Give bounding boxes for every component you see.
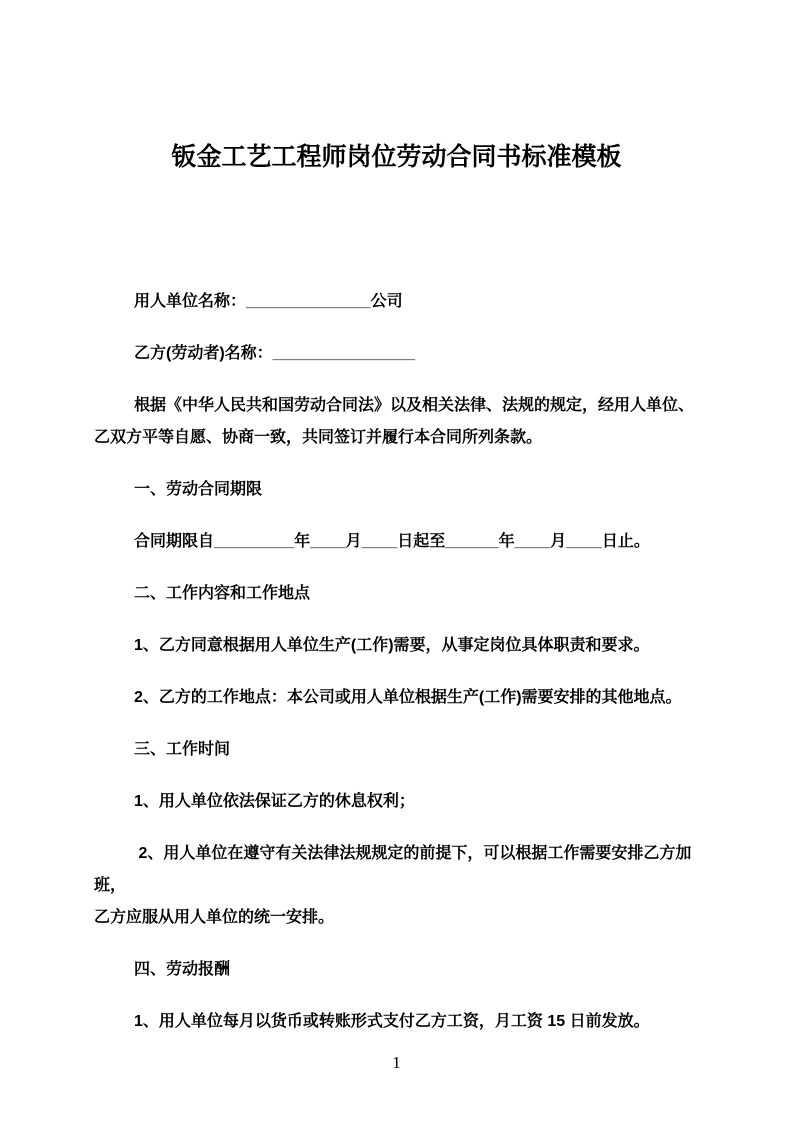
paragraph-line: 乙双方平等自愿、协商一致，共同签订并履行本合同所列条款。 (94, 429, 543, 446)
paragraph-line: 2、乙方的工作地点：本公司或用人单位根据生产(工作)需要安排的其他地点。 (134, 689, 682, 706)
compensation-item-1 (94, 1006, 717, 1038)
page-number: 1 (392, 1053, 401, 1072)
work-content-item-1 (94, 630, 717, 662)
paragraph-line: 1、用人单位每月以货币或转账形式支付乙方工资，月工资 15 日前发放。 (134, 1013, 650, 1030)
paragraph-line: 根据《中华人民共和国劳动合同法》以及相关法律、法规的规定，经用人单位、 (134, 397, 695, 414)
paragraph-line: 乙方应服从用人单位的统一安排。 (94, 909, 335, 926)
paragraph-line: 1、乙方同意根据用人单位生产(工作)需要，从事定岗位具体职责和要求。 (134, 637, 650, 654)
employee-name-blank: 乙方(劳动者)名称：________________ (134, 345, 416, 362)
employee-name-line (94, 338, 717, 370)
document-body (0, 175, 793, 1038)
section-heading-text: 四、劳动报酬 (134, 961, 231, 978)
contract-term-blanks: 合同期限自_________年____月____日起至______年____月____日止。 (134, 533, 650, 550)
section-heading-contract-term (94, 474, 717, 506)
section-heading-text: 二、工作内容和工作地点 (134, 585, 311, 602)
work-hours-item-1 (94, 786, 717, 818)
preamble-paragraph (94, 390, 717, 454)
section-heading-compensation (94, 954, 717, 986)
document-title: 钣金工艺工程师岗位劳动合同书标准模板 (171, 143, 622, 171)
work-content-item-2 (94, 682, 717, 714)
paragraph-line: 2、用人单位在遵守有关法律法规规定的前提下，可以根据工作需要安排乙方加班， (94, 845, 692, 894)
employer-name-blank: 用人单位名称：______________公司 (134, 293, 403, 310)
section-heading-text: 三、工作时间 (134, 741, 231, 758)
contract-term-line (94, 526, 717, 558)
work-hours-item-2 (94, 838, 717, 934)
employer-name-line (94, 286, 717, 318)
section-heading-work-content (94, 578, 717, 610)
section-heading-text: 一、劳动合同期限 (134, 481, 263, 498)
paragraph-line: 1、用人单位依法保证乙方的休息权利； (134, 793, 415, 810)
section-heading-work-hours (94, 734, 717, 766)
